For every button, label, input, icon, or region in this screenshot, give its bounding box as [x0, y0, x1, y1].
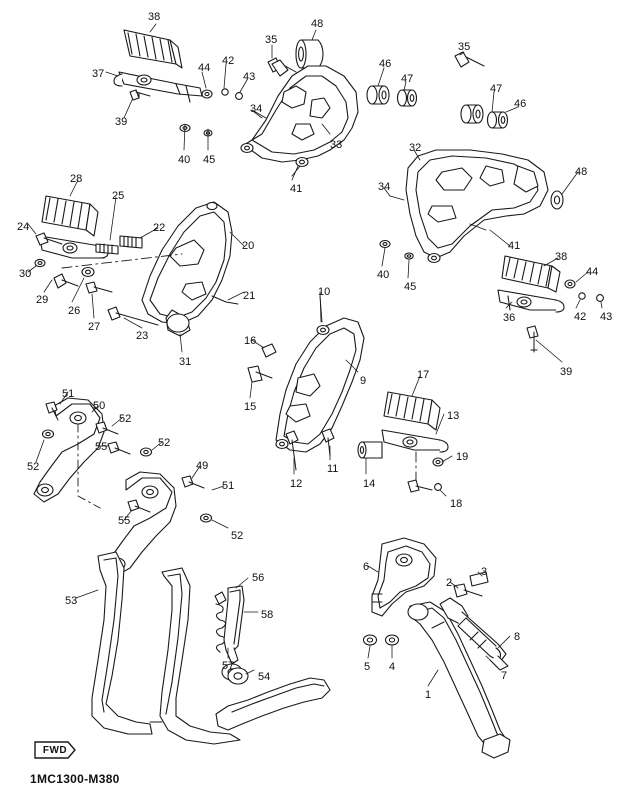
footrest-rubber-38-top-left: [124, 30, 182, 68]
callout-number: 52: [158, 437, 171, 449]
callout-number: 10: [318, 286, 331, 298]
callout-number: 44: [586, 266, 599, 278]
pin-25: [96, 244, 118, 254]
callout-number: 36: [503, 312, 516, 324]
callout-number: 55: [95, 441, 108, 453]
callout-number: 22: [153, 222, 166, 234]
collar-14: [358, 442, 382, 458]
callout-number: 12: [290, 478, 303, 490]
footrest-bracket-13: [382, 430, 448, 452]
callout-number: 18: [450, 498, 463, 510]
callout-number: 58: [261, 609, 274, 621]
callout-number: 47: [490, 83, 503, 95]
callout-number: 57: [222, 660, 235, 672]
collars-46-47-right: [461, 105, 508, 128]
callout-number: 52: [27, 461, 40, 473]
callout-number: 37: [92, 68, 105, 80]
bolt-35-top-right: [455, 52, 484, 67]
callout-number: 34: [378, 181, 391, 193]
callout-number: 52: [119, 413, 132, 425]
footrest-rubber-28: [42, 196, 98, 236]
pins-16-15: [248, 344, 276, 382]
callout-number: 40: [178, 154, 191, 166]
callout-number: 54: [258, 671, 271, 683]
callout-number: 28: [70, 173, 83, 185]
footrest-rubber-17: [384, 392, 440, 430]
callout-number: 15: [244, 401, 257, 413]
callout-number: 56: [252, 572, 265, 584]
callout-number: 43: [600, 311, 613, 323]
callout-number: 40: [377, 269, 390, 281]
callout-number: 52: [231, 530, 244, 542]
callout-number: 2: [446, 577, 453, 589]
callout-number: 23: [136, 330, 149, 342]
callout-number: 51: [62, 388, 75, 400]
callout-number: 42: [574, 311, 587, 323]
callout-number: 41: [508, 240, 521, 252]
footrest-bracket-32: [406, 150, 548, 263]
fwd-direction-badge: [32, 738, 78, 762]
callout-number: 42: [222, 55, 235, 67]
callout-number: 38: [555, 251, 568, 263]
callout-number: 55: [118, 515, 131, 527]
callout-number: 48: [311, 18, 324, 30]
callout-number: 3: [481, 566, 488, 578]
callout-number: 45: [203, 154, 216, 166]
callout-number: 11: [327, 463, 339, 475]
bolt-39-right: [527, 326, 538, 352]
callout-number: 38: [148, 11, 161, 23]
callout-number: 46: [379, 58, 392, 70]
callout-number: 46: [514, 98, 527, 110]
callout-number: 25: [112, 190, 125, 202]
callout-number: 4: [389, 661, 396, 673]
callout-number: 13: [447, 410, 460, 422]
callout-number: 39: [115, 116, 128, 128]
small-hardware-44-42-43: [202, 89, 242, 100]
callout-number: 43: [243, 71, 256, 83]
callout-number: 5: [364, 661, 371, 673]
spring-56-57-58: [215, 586, 244, 664]
callout-number: 8: [514, 631, 521, 643]
footrest-bracket-37: [114, 72, 202, 102]
callout-number: 17: [417, 369, 430, 381]
callout-number: 20: [242, 240, 255, 252]
callout-number: 47: [401, 73, 414, 85]
callout-number: 19: [456, 451, 469, 463]
callout-number: 30: [19, 268, 32, 280]
callout-number: 33: [330, 139, 343, 151]
callout-number: 50: [93, 400, 106, 412]
center-stand-53: [92, 552, 330, 744]
callout-number: 51: [222, 480, 235, 492]
callout-number: 24: [17, 221, 30, 233]
bush-48-right: [551, 191, 563, 209]
footrest-bracket-36: [498, 290, 564, 312]
collars-46-47-upper: [367, 86, 417, 106]
hardware-19-18: [408, 458, 443, 492]
part-number-label: 1MC1300-M380: [30, 772, 120, 786]
callout-number: 44: [198, 62, 211, 74]
callout-number: 26: [68, 305, 81, 317]
callout-number: 6: [363, 561, 370, 573]
bolt-39-top-left: [130, 90, 150, 100]
callout-number: 14: [363, 478, 376, 490]
callout-number: 39: [560, 366, 573, 378]
callout-number: 41: [290, 183, 303, 195]
fwd-label: FWD: [42, 744, 68, 756]
bush-48-top: [296, 40, 323, 68]
callout-number: 45: [404, 281, 417, 293]
pin-22: [120, 236, 142, 248]
callout-number: 34: [250, 103, 263, 115]
callout-number: 32: [409, 142, 422, 154]
callout-number: 9: [360, 375, 367, 387]
callout-number: 49: [196, 460, 209, 472]
washers-5-4: [364, 635, 399, 645]
callout-number: 21: [243, 290, 256, 302]
hardware-44-42-43-right: [565, 280, 603, 301]
callout-number: 35: [458, 41, 471, 53]
footrest-bracket-9: [276, 318, 367, 452]
callout-number: 1: [425, 689, 432, 701]
callout-number: 29: [36, 294, 49, 306]
callout-number: 27: [88, 321, 101, 333]
stand-bracket-50: [34, 398, 104, 502]
callout-number: 16: [244, 335, 257, 347]
callout-number: 48: [575, 166, 588, 178]
callout-number: 53: [65, 595, 78, 607]
callout-number: 31: [179, 356, 192, 368]
callout-number: 7: [501, 670, 508, 682]
callout-number: 35: [265, 34, 278, 46]
